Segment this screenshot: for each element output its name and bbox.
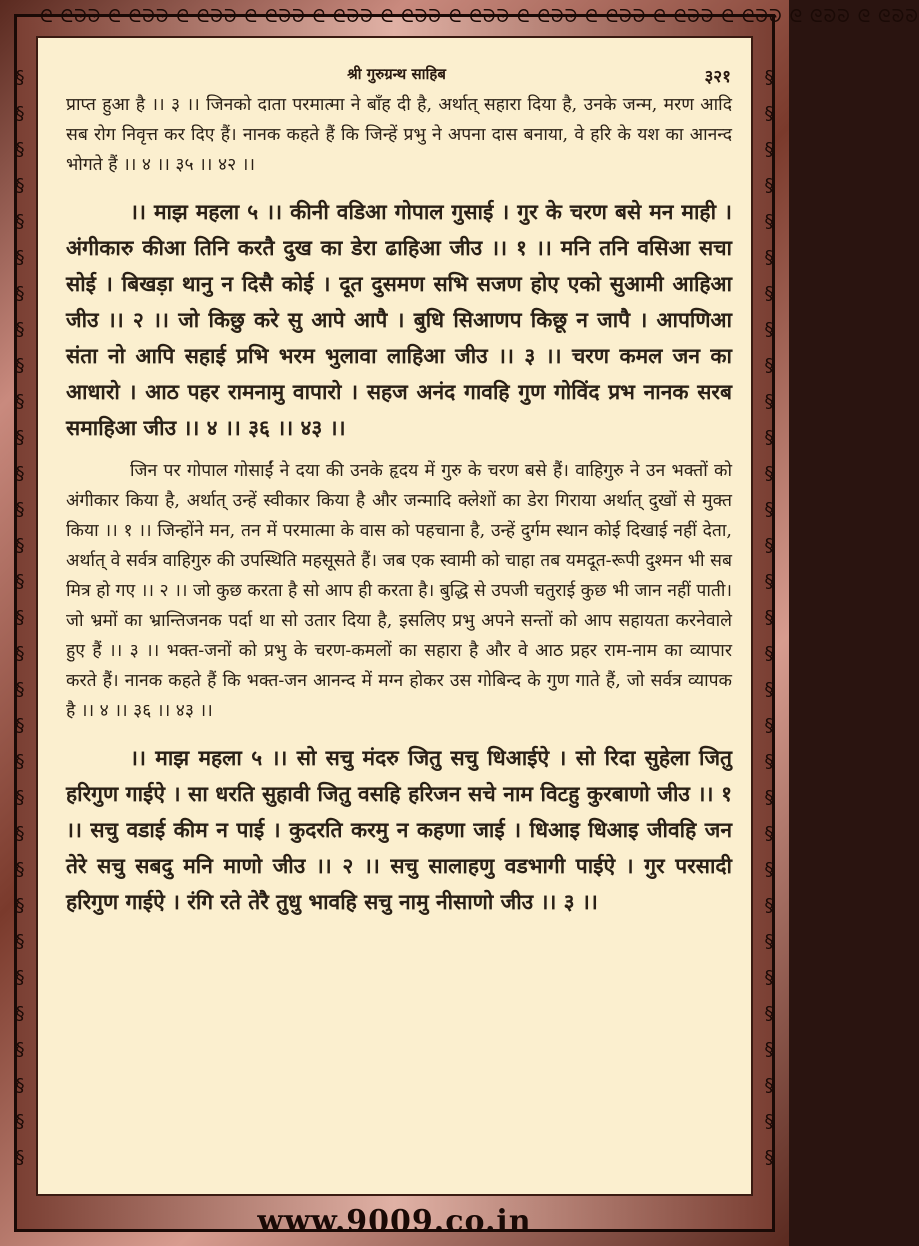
page-header bbox=[38, 64, 755, 88]
translation-paragraph: जिन पर गोपाल गोसाईं ने दया की उनके हृदय में गुरु के चरण बसे हैं। वाहिगुरु ने उन भक्तों को अंगीकार किया है, अर्थात् उन्हें स्वीकार किया है और जन्मादि क्लेशों का डेरा गिराया अर्थात् दुखों से मुक्त किया ।। १ ।। जिन्होंने मन, तन में परमात्मा के वास को पहचाना है, उन्हें दुर्गम स्थान कोई दिखाई नहीं देता, अर्थात् वे सर्वत्र वाहिगुरु की उपस्थिति महसूसते हैं। जब एक स्वामी को चाहा तब यमदूत-रूपी दुश्मन भी सब मित्र हो गए ।। २ ।। जो कुछ करता है सो आप ही करता है। बुद्धि से उपजी चतुराई कुछ भी जान नहीं पाती। जो भ्रमों का भ्रान्तिजनक पर्दा था सो उतार दिया है, इसलिए प्रभु अपने सन्तों को आप सहायता करनेवाले हुए हैं ।। ३ ।। भक्त-जनों को प्रभु के चरण-कमलों का सहारा है और वे आठ प्रहर राम-नाम का व्यापार करते हैं। नानक कहते हैं कि भक्त-जन आनन्द में मग्न होकर उस गोबिन्द के गुण गाते हैं, जो सर्वत्र व्यापक है ।। ४ ।। ३६ ।। ४३ ।। bbox=[66, 461, 732, 721]
website-watermark: www.9009.co.in bbox=[257, 1204, 532, 1239]
page-number: ३२१ bbox=[704, 67, 731, 87]
top-ornament: ᘓ ᘓᘐᘐ ᘓ ᘓᘐᘐ ᘓ ᘓᘐᘐ ᘓ ᘓᘐᘐ ᘓ ᘓᘐᘐ ᘓ ᘓᘐᘐ ᘓ ᘓᘐᘐ ᘓ ᘓᘐᘐ ᘓ ᘓᘐᘐ ᘓ ᘓᘐᘐ ᘓ ᘓᘐᘐ ᘓ ᘓᘐᘐ ᘓ ᘓᘐᘐ bbox=[40, 6, 919, 27]
page bbox=[36, 36, 753, 1196]
translation-paragraph: प्राप्त हुआ है ।। ३ ।। जिनको दाता परमात्मा ने बाँह दी है, अर्थात् सहारा दिया है, उनके जन्म, मरण आदि सब रोग निवृत्त कर दिए हैं। नानक कहते हैं कि जिन्हें प्रभु ने अपना दास बनाया, वे हरि के यश का आनन्द भोगते हैं ।। ४ ।। ३५ ।। ४२ ।। bbox=[66, 95, 732, 175]
page-content bbox=[66, 90, 732, 920]
hymn-paragraph: ।। माझ महला ५ ।। कीनी वडिआ गोपाल गुसाई । गुर के चरण बसे मन माही । अंगीकारु कीआ तिनि करतै दुख का डेरा ढाहिआ जीउ ।। १ ।। मनि तनि वसिआ सचा सोई । बिखड़ा थानु न दिसै कोई । दूत दुसमण सभि सजण होए एको सुआमी आहिआ जीउ ।। २ ।। जो किछु करे सु आपे आपै । बुधि सिआणप किछू न जापै । आपणिआ संता नो आपि सहाई प्रभि भरम भुलावा लाहिआ जीउ ।। ३ ।। चरण कमल जन का आधारो । आठ पहर रामनामु वापारो । सहज अनंद गावहि गुण गोविंद प्रभ नानक सरब समाहिआ जीउ ।। ४ ।। ३६ ।। ४३ ।। bbox=[66, 199, 732, 440]
book-title: श्री गुरुग्रन्थ साहिब bbox=[347, 65, 446, 83]
right-ornament: § § § § § § § § § § § § § § § § § § § § § § § § § § § § § § § bbox=[764, 67, 774, 1168]
hymn-paragraph: ।। माझ महला ५ ।। सो सचु मंदरु जितु सचु धिआईऐ । सो रिदा सुहेला जितु हरिगुण गाईऐ । सा धरति सुहावी जितु वसहि हरिजन सचे नाम विटहु कुरबाणो जीउ ।। १ ।। सचु वडाई कीम न पाई । कुदरति करमु न कहणा जाई । धिआइ धिआइ जीवहि जन तेरे सचु सबदु मनि माणो जीउ ।। २ ।। सचु सालाहणु वडभागी पाईऐ । गुर परसादी हरिगुण गाईऐ । रंगि रते तेरै तुधु भावहि सचु नामु नीसाणो जीउ ।। ३ ।। bbox=[66, 745, 732, 914]
left-ornament: § § § § § § § § § § § § § § § § § § § § § § § § § § § § § § § bbox=[15, 67, 25, 1168]
